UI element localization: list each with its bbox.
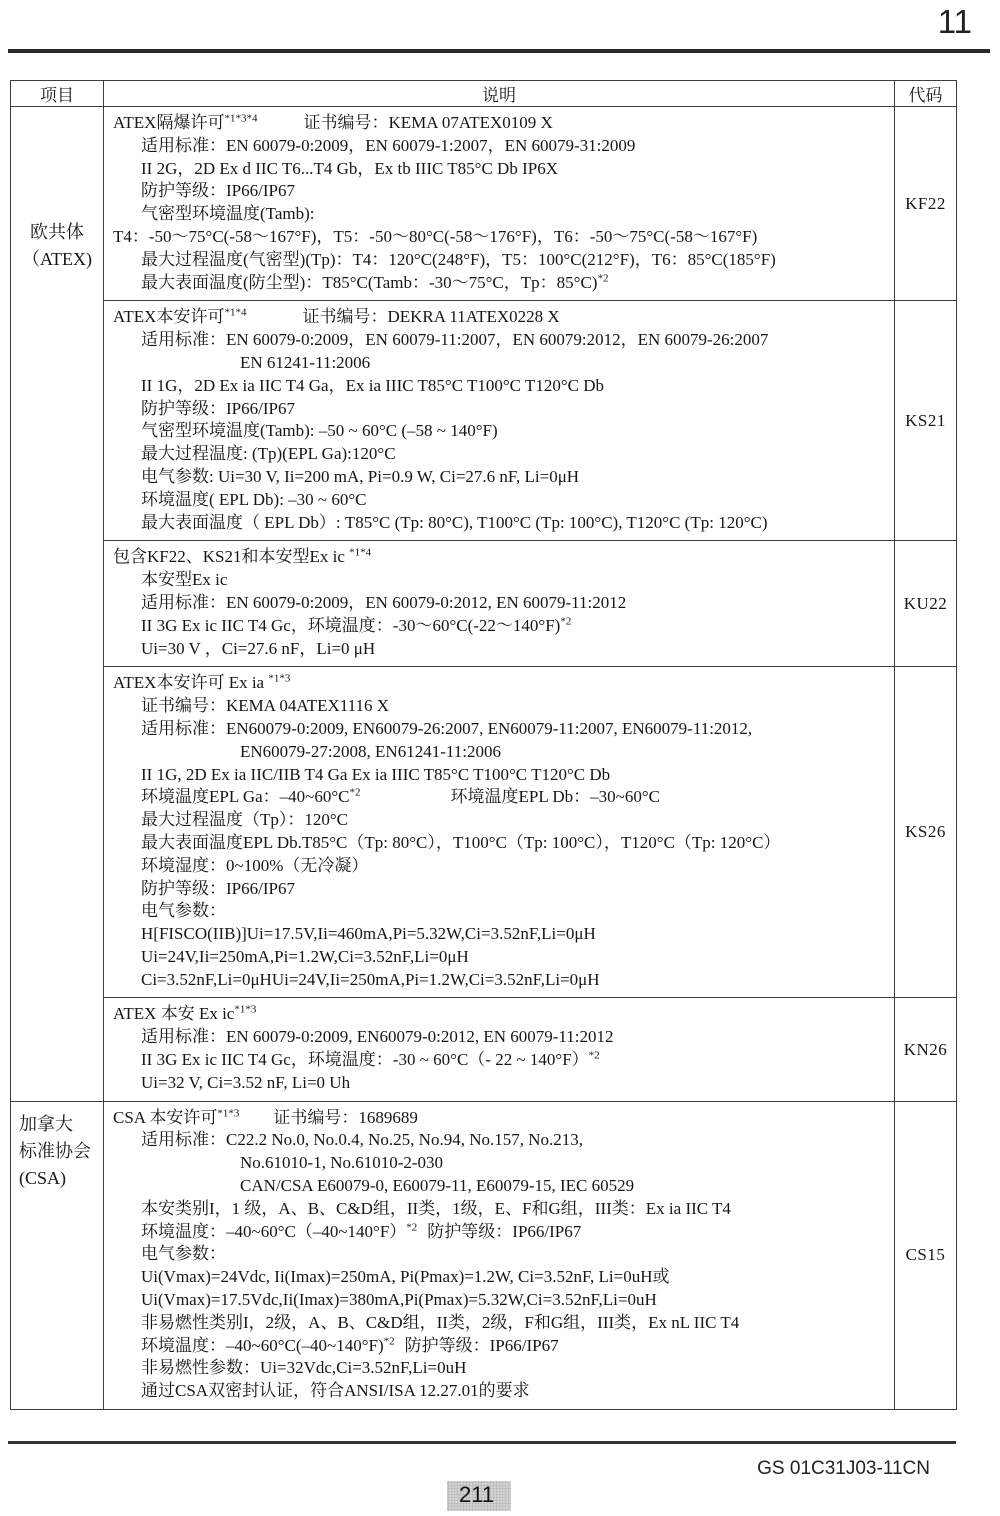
description-line	[104, 592, 890, 615]
description-line	[104, 466, 890, 489]
header-item: 项目	[11, 81, 104, 107]
table-row	[11, 667, 957, 998]
description-text: 适用标准：EN 60079-0:2009，EN 60079-0:2012, EN 60079-11:2012	[141, 592, 627, 612]
description-line	[104, 855, 890, 878]
description-text: II 3G Ex ic IIC T4 Gc，环境温度：-30 ~ 60°C（- 22 ~ 140°F）	[141, 1050, 589, 1070]
description-text: 气密型环境温度(Tamb):	[141, 204, 315, 224]
group-label-line: 欧共体	[30, 222, 84, 242]
description-text: 最大表面温度EPL Db.T85°C（Tp: 80°C），T100°C（Tp: 100°C），T120°C（Tp: 120°C）	[141, 832, 781, 852]
description-text: 适用标准：EN 60079-0:2009, EN60079-0:2012, EN 60079-11:2012	[141, 1027, 614, 1047]
code-cell: KS21	[895, 301, 957, 541]
description-line	[104, 135, 890, 158]
description-text: 电气参数: Ui=30 V, Ii=200 mA, Pi=0.9 W, Ci=27.6 nF, Li=0μH	[141, 466, 580, 486]
description-text: II 1G，2D Ex ia IIC T4 Ga，Ex ia IIIC T85°C T100°C T120°C Db	[141, 375, 604, 395]
description-text: II 3G Ex ic IIC T4 Gc，环境温度：-30～60°C(-22～140°F)	[141, 615, 561, 635]
description-line	[104, 569, 890, 592]
description-line	[104, 226, 890, 249]
description-line	[104, 741, 890, 764]
description-text: CAN/CSA E60079-0, E60079-11, E60079-15, IEC 60529	[240, 1176, 635, 1196]
description-text: 环境温度EPL Db：–30~60°C	[450, 787, 660, 807]
description-text: 证书编号：DEKRA 11ATEX0228 X	[302, 307, 560, 327]
description-line	[104, 1152, 890, 1175]
table-row	[11, 1101, 957, 1409]
description-text: 环境温度：–40~60°C（–40~140°F）	[141, 1221, 407, 1241]
superscript-note: *1*4	[224, 306, 247, 319]
description-line	[104, 695, 890, 718]
description-text: 环境温度EPL Ga：–40~60°C	[141, 787, 350, 807]
description-line	[104, 638, 890, 661]
description-line	[104, 306, 890, 329]
description-text: 环境湿度：0~100%（无冷凝）	[141, 855, 369, 875]
description-line	[104, 615, 890, 638]
footer-page-number: 211	[447, 1481, 511, 1511]
header-description: 说明	[104, 81, 895, 107]
description-line	[104, 1026, 890, 1049]
description-text: T4：-50～75°C(-58～167°F)，T5：-50～80°C(-58～176°F)，T6：-50～75°C(-58～167°F)	[113, 226, 758, 246]
code-cell: CS15	[895, 1101, 957, 1409]
description-line	[104, 764, 890, 787]
description-line	[104, 420, 890, 443]
code-cell: KF22	[895, 107, 957, 301]
superscript-note: *1*3*4	[224, 112, 258, 125]
description-line	[104, 249, 890, 272]
description-line	[104, 946, 890, 969]
description-line	[104, 1380, 890, 1403]
description-text: CSA 本安许可	[113, 1107, 218, 1127]
description-text: 包含KF22、KS21和本安型Ex ic	[113, 547, 350, 567]
code-cell: KN26	[895, 998, 957, 1101]
description-text: Ui(Vmax)=17.5Vdc,Ii(Imax)=380mA,Pi(Pmax)=5.32W,Ci=3.52nF,Li=0uH	[141, 1290, 657, 1310]
description-text: 最大过程温度: (Tp)(EPL Ga):120°C	[141, 444, 396, 464]
certification-table	[10, 80, 957, 1410]
description-text: Ui=30 V ，Ci=27.6 nF，Li=0 μH	[141, 638, 376, 658]
description-line	[104, 158, 890, 181]
document-number: GS 01C31J03-11CN	[757, 1458, 930, 1479]
description-cell	[104, 107, 895, 301]
description-cell	[104, 541, 895, 667]
group-label-cell	[11, 107, 104, 1102]
description-text: 防护等级：IP66/IP67	[141, 398, 295, 418]
description-line	[104, 1129, 890, 1152]
description-text: 环境温度：–40~60°C(–40~140°F)	[141, 1335, 384, 1355]
description-line	[104, 1335, 890, 1358]
table-row	[11, 301, 957, 541]
description-line	[104, 878, 890, 901]
description-text: 适用标准：C22.2 No.0, No.0.4, No.25, No.94, No.157, No.213,	[141, 1130, 583, 1150]
description-line	[104, 272, 890, 295]
description-line	[104, 1003, 890, 1026]
table-header-row	[11, 81, 957, 107]
description-line	[104, 352, 890, 375]
superscript-note: *1*3	[217, 1107, 240, 1120]
description-text: No.61010-1, No.61010-2-030	[240, 1153, 444, 1173]
description-line	[104, 1175, 890, 1198]
top-rule	[8, 49, 990, 53]
description-line	[104, 1107, 890, 1130]
description-text: 最大表面温度(防尘型)：T85°C(Tamb：-30～75°C，Tp：85°C)	[141, 272, 598, 292]
table-row	[11, 541, 957, 667]
superscript-note: *2	[560, 615, 572, 628]
description-text: 适用标准：EN 60079-0:2009，EN 60079-11:2007，EN 60079:2012，EN 60079-26:2007	[141, 330, 769, 350]
description-text: 环境温度( EPL Db): –30 ~ 60°C	[141, 489, 367, 509]
description-line	[104, 1312, 890, 1335]
header-code: 代码	[895, 81, 957, 107]
description-text: 防护等级：IP66/IP67	[404, 1335, 559, 1355]
description-text: 防护等级：IP66/IP67	[427, 1221, 582, 1241]
description-line	[104, 329, 890, 352]
description-line	[104, 1357, 890, 1380]
description-text: 非易燃性参数：Ui=32Vdc,Ci=3.52nF,Li=0uH	[141, 1358, 467, 1378]
description-text: 适用标准：EN 60079-0:2009，EN 60079-1:2007，EN 60079-31:2009	[141, 135, 636, 155]
description-line	[104, 443, 890, 466]
description-line	[104, 375, 890, 398]
description-text: II 1G, 2D Ex ia IIC/IIB T4 Ga Ex ia IIIC T85°C T100°C T120°C Db	[141, 764, 611, 784]
description-cell	[104, 1101, 895, 1409]
page-number: 11	[937, 3, 972, 40]
description-line	[104, 923, 890, 946]
superscript-note: *1*3	[234, 1003, 257, 1016]
description-text: 电气参数：	[141, 1244, 226, 1264]
description-text: 非易燃性类别I，2级，A、B、C&D组，II类，2级，F和G组，III类，Ex nL IIC T4	[141, 1312, 740, 1332]
description-line	[104, 832, 890, 855]
certification-table-wrap	[10, 80, 956, 1410]
description-text: 气密型环境温度(Tamb): –50 ~ 60°C (–58 ~ 140°F)	[141, 421, 498, 441]
superscript-note: *2	[383, 1334, 395, 1347]
description-text: 适用标准：EN60079-0:2009, EN60079-26:2007, EN60079-11:2007, EN60079-11:2012,	[141, 718, 753, 738]
group-label-line: (CSA)	[19, 1167, 67, 1188]
description-text: EN 61241-11:2006	[240, 352, 371, 372]
code-cell: KU22	[895, 541, 957, 667]
description-line	[104, 546, 890, 569]
description-line	[104, 512, 890, 535]
description-text: 本安类别I，1 级，A、B、C&D组，II类，1级，E、F和G组，III类：Ex ia IIC T4	[141, 1198, 731, 1218]
description-text: 证书编号：1689689	[273, 1107, 418, 1127]
description-text: ATEX隔爆许可	[113, 113, 225, 132]
description-line	[104, 1266, 890, 1289]
description-line	[104, 718, 890, 741]
group-label-cell	[11, 1101, 104, 1409]
description-text: Ci=3.52nF,Li=0μHUi=24V,Ii=250mA,Pi=1.2W,Ci=3.52nF,Li=0μH	[141, 969, 600, 989]
superscript-note: *1*3	[268, 672, 291, 685]
description-text: 最大过程温度(气密型)(Tp)：T4：120°C(248°F)，T5：100°C(212°F)，T6：85°C(185°F)	[141, 249, 776, 269]
superscript-note: *1*4	[349, 546, 372, 559]
description-text: Ui=24V,Ii=250mA,Pi=1.2W,Ci=3.52nF,Li=0μH	[141, 946, 469, 966]
description-cell	[104, 667, 895, 998]
description-line	[104, 786, 890, 809]
table-row	[11, 107, 957, 301]
description-line	[104, 809, 890, 832]
description-line	[104, 489, 890, 512]
description-text: 本安型Ex ic	[141, 570, 228, 590]
description-line	[104, 398, 890, 421]
description-line	[104, 203, 890, 226]
description-text: EN60079-27:2008, EN61241-11:2006	[240, 741, 501, 761]
description-text: Ui=32 V, Ci=3.52 nF, Li=0 Uh	[141, 1072, 351, 1092]
superscript-note: *2	[597, 271, 609, 284]
description-line	[104, 1198, 890, 1221]
description-line	[104, 1243, 890, 1266]
description-cell	[104, 301, 895, 541]
description-cell	[104, 998, 895, 1101]
description-line	[104, 969, 890, 992]
superscript-note: *2	[406, 1221, 418, 1233]
group-label-line: （ATEX)	[22, 249, 92, 269]
superscript-note: *2	[349, 786, 361, 799]
description-text: 防护等级：IP66/IP67	[141, 181, 295, 201]
description-line	[104, 112, 890, 135]
code-cell: KS26	[895, 667, 957, 998]
description-text: H[FISCO(IIB)]Ui=17.5V,Ii=460mA,Pi=5.32W,Ci=3.52nF,Li=0μH	[141, 924, 596, 944]
description-line	[104, 672, 890, 695]
description-text: 证书编号：KEMA 07ATEX0109 X	[303, 113, 553, 132]
description-text: 防护等级：IP66/IP67	[141, 878, 295, 898]
description-text: ATEX本安许可 Ex ia	[113, 673, 269, 693]
table-row	[11, 998, 957, 1101]
description-text: 通过CSA双密封认证，符合ANSI/ISA 12.27.01的要求	[141, 1381, 530, 1401]
description-line	[104, 180, 890, 203]
description-text: 证书编号：KEMA 04ATEX1116 X	[141, 696, 390, 716]
description-line	[104, 1221, 890, 1244]
description-text: ATEX本安许可	[113, 307, 225, 327]
superscript-note: *2	[588, 1049, 600, 1062]
description-text: Ui(Vmax)=24Vdc, Ii(Imax)=250mA, Pi(Pmax)=1.2W, Ci=3.52nF, Li=0uH或	[141, 1267, 670, 1287]
description-text: 电气参数：	[141, 901, 226, 921]
footer-rule	[8, 1441, 956, 1444]
description-line	[104, 1289, 890, 1312]
description-line	[104, 1072, 890, 1095]
description-text: 最大过程温度（Tp）：120°C	[141, 810, 349, 830]
description-text: 最大表面温度（ EPL Db）: T85°C (Tp: 80°C), T100°C (Tp: 100°C), T120°C (Tp: 120°C)	[141, 512, 768, 532]
description-text: II 2G，2D Ex d IIC T6...T4 Gb，Ex tb IIIC T85°C Db IP6X	[141, 158, 558, 178]
description-line	[104, 1049, 890, 1072]
description-line	[104, 900, 890, 923]
description-text: ATEX 本安 Ex ic	[113, 1004, 235, 1024]
group-label-line: 加拿大	[19, 1113, 73, 1134]
group-label-line: 标准协会	[19, 1140, 91, 1161]
